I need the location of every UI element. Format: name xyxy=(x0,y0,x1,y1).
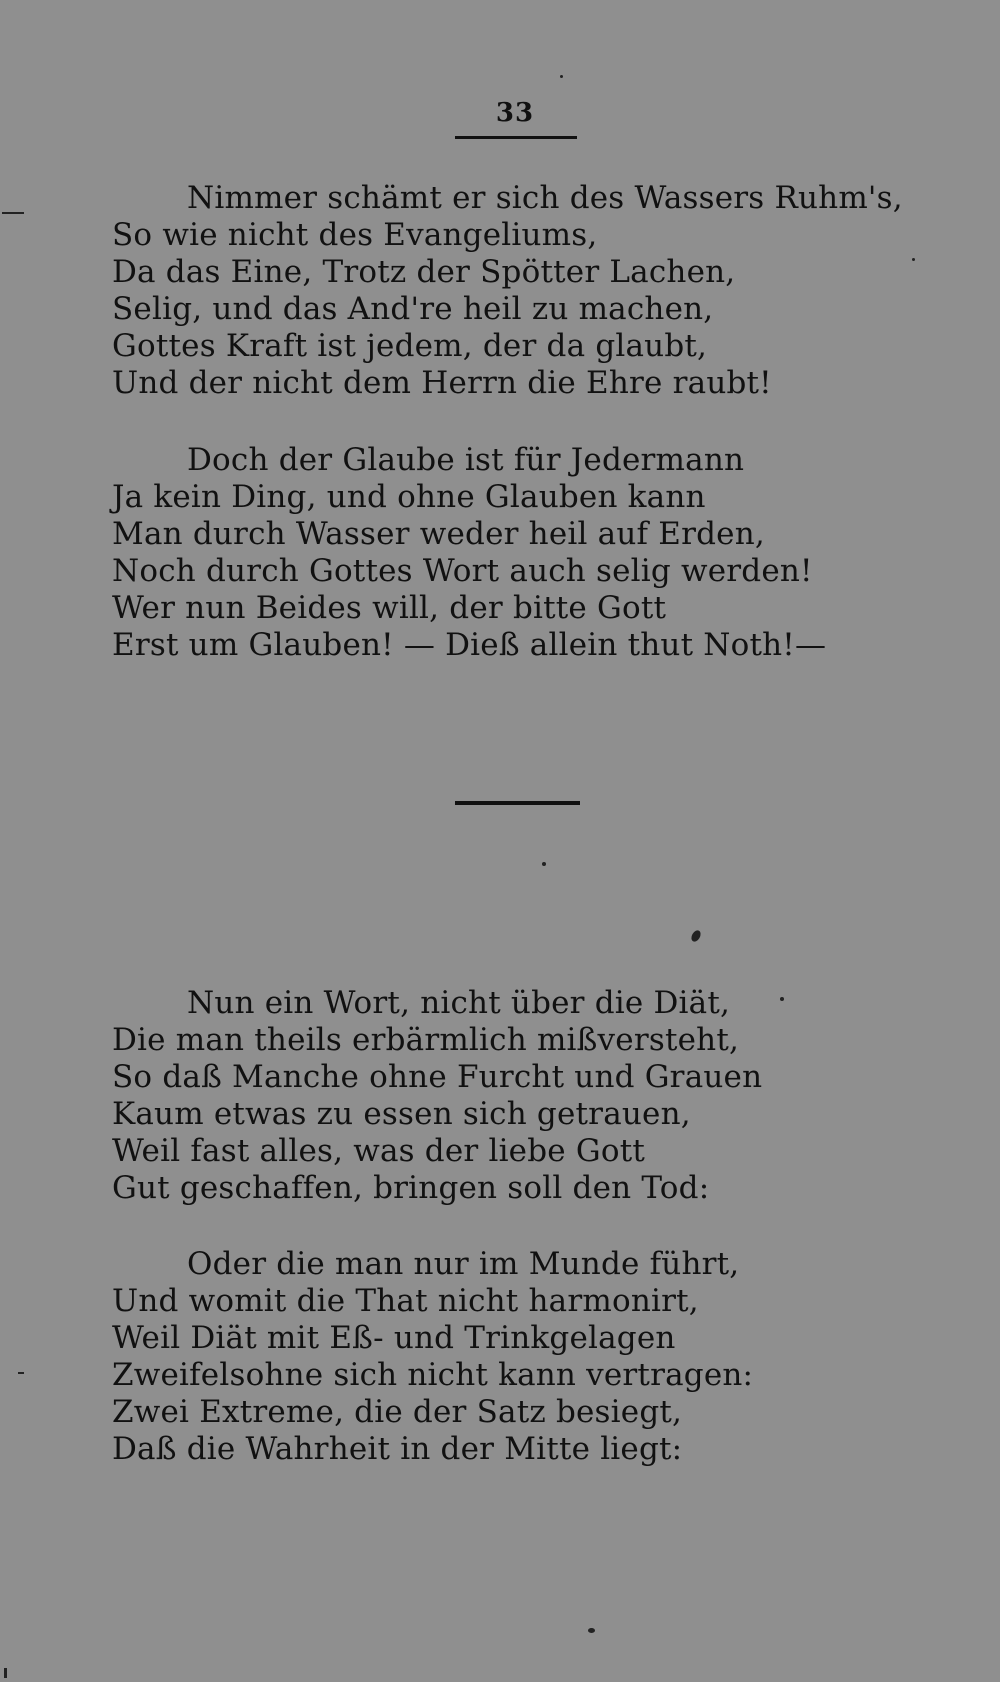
scan-speck xyxy=(560,75,563,78)
verse-line: Und womit die That nicht harmonirt, xyxy=(112,1283,699,1319)
scan-speck xyxy=(780,997,784,1001)
verse-line: Daß die Wahrheit in der Mitte liegt: xyxy=(112,1431,683,1467)
scan-speck xyxy=(2,212,24,214)
scan-speck xyxy=(4,1668,7,1678)
verse-line: Man durch Wasser weder heil auf Erden, xyxy=(112,516,765,552)
verse-line: Zwei Extreme, die der Satz besiegt, xyxy=(112,1394,683,1430)
verse-line: Nimmer schämt er sich des Wassers Ruhm's, xyxy=(187,180,903,216)
section-divider xyxy=(455,801,580,805)
verse-line: Weil fast alles, was der liebe Gott xyxy=(112,1133,646,1169)
verse-line: Die man theils erbärmlich mißversteht, xyxy=(112,1022,740,1058)
verse-line: Selig, und das And're heil zu machen, xyxy=(112,291,714,327)
verse-line: Gut geschaffen, bringen soll den Tod: xyxy=(112,1170,710,1206)
scan-speck xyxy=(690,929,703,943)
verse-line: Ja kein Ding, und ohne Glauben kann xyxy=(112,479,706,515)
stanza-4 xyxy=(112,1246,932,1468)
header-rule xyxy=(455,136,577,139)
verse-line: Kaum etwas zu essen sich getrauen, xyxy=(112,1096,691,1132)
verse-line: So daß Manche ohne Furcht und Grauen xyxy=(112,1059,763,1095)
scan-speck xyxy=(912,258,915,261)
verse-line: Oder die man nur im Munde führt, xyxy=(187,1246,740,1282)
stanza-1 xyxy=(112,180,932,402)
verse-line: Erst um Glauben! — Dieß allein thut Noth!— xyxy=(112,627,827,663)
page-number: 33 xyxy=(495,98,535,128)
scan-speck xyxy=(18,1372,24,1374)
verse-line: Doch der Glaube ist für Jedermann xyxy=(187,442,745,478)
scan-speck xyxy=(542,862,546,866)
verse-line: Nun ein Wort, nicht über die Diät, xyxy=(187,985,731,1021)
scan-speck xyxy=(588,1628,595,1633)
verse-line: Noch durch Gottes Wort auch selig werden! xyxy=(112,553,813,589)
verse-line: Wer nun Beides will, der bitte Gott xyxy=(112,590,667,626)
stanza-2 xyxy=(112,442,932,664)
verse-line: Da das Eine, Trotz der Spötter Lachen, xyxy=(112,254,736,290)
stanza-3 xyxy=(112,985,932,1207)
verse-line: Und der nicht dem Herrn die Ehre raubt! xyxy=(112,365,772,401)
verse-line: Weil Diät mit Eß- und Trinkgelagen xyxy=(112,1320,676,1356)
verse-line: Gottes Kraft ist jedem, der da glaubt, xyxy=(112,328,708,364)
verse-line: Zweifelsohne sich nicht kann vertragen: xyxy=(112,1357,754,1393)
verse-line: So wie nicht des Evangeliums, xyxy=(112,217,598,253)
